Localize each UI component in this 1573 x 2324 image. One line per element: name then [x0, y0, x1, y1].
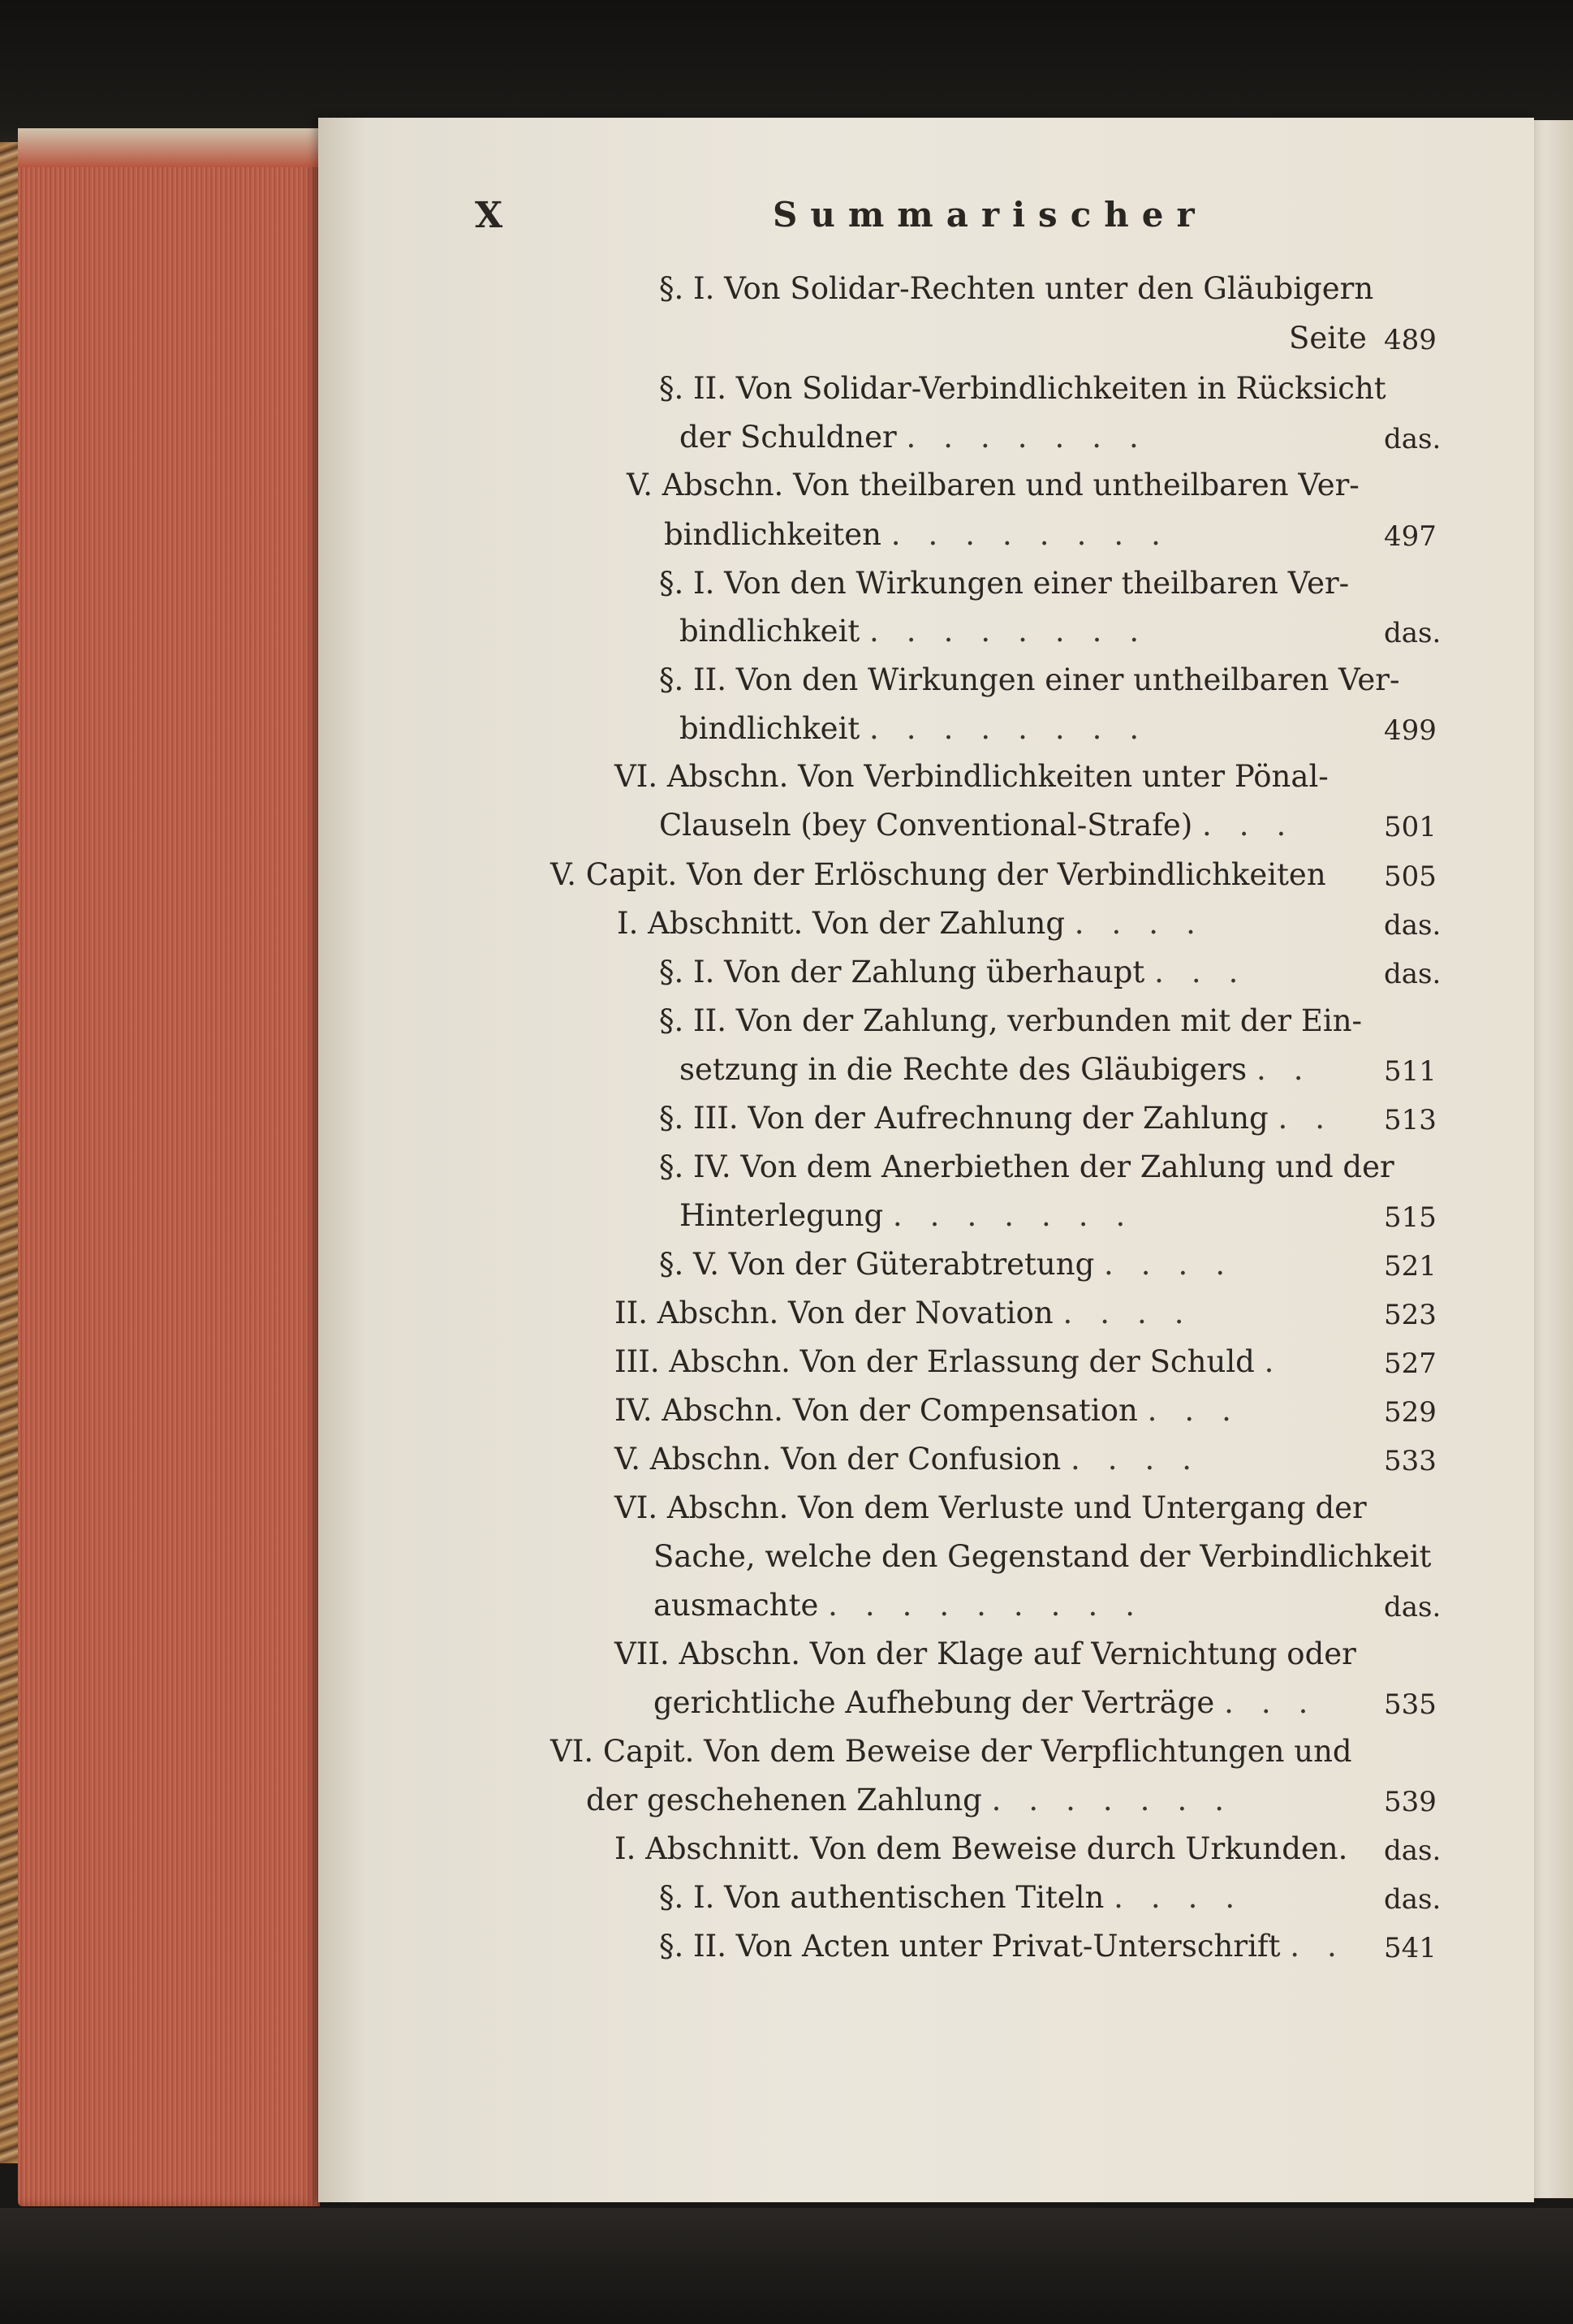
toc-entry-text: §. II. Von Acten unter Privat-Unterschrift .. — [659, 1929, 1364, 1964]
toc-page-number: das. — [1384, 1835, 1442, 1867]
toc-page-number: 521 — [1384, 1250, 1437, 1283]
toc-entry-text: Clauseln (bey Conventional-Strafe) ... — [659, 808, 1314, 843]
toc-entry-text: VI. Abschn. Von Verbindlichkeiten unter Pönal- — [614, 759, 1329, 794]
toc-entry-text: Sache, welche den Gegenstand der Verbindlichkeit — [653, 1539, 1432, 1574]
toc-entry-text: setzung in die Rechte des Gläubigers .. — [679, 1052, 1331, 1087]
toc-page-number: das. — [1384, 909, 1442, 942]
toc-page-number: 489 — [1384, 324, 1437, 356]
toc-page-number: 533 — [1384, 1445, 1437, 1477]
toc-entry-text: bindlichkeit ........ — [679, 711, 1167, 746]
toc-entry-text: §. III. Von der Aufrechnung der Zahlung .. — [659, 1101, 1353, 1136]
toc-entry-text: §. I. Von der Zahlung überhaupt ... — [659, 955, 1266, 990]
toc-entry-text: III. Abschn. Von der Erlassung der Schuld . — [614, 1344, 1302, 1379]
toc-page-number: 497 — [1384, 520, 1437, 553]
page-content — [318, 118, 1534, 2202]
toc-entry-text: VI. Capit. Von dem Beweise der Verpflichtungen und — [550, 1734, 1352, 1769]
toc-entry-text: §. I. Von authentischen Titeln .... — [659, 1880, 1263, 1915]
toc-page-number: das. — [1384, 958, 1442, 990]
page-stack-top — [18, 128, 320, 167]
toc-entry-text: der geschehenen Zahlung ....... — [586, 1783, 1252, 1817]
toc-page-number: das. — [1384, 423, 1442, 455]
page-stack-edge — [18, 128, 320, 2206]
toc-entry-text: IV. Abschn. Von der Compensation ... — [614, 1393, 1259, 1428]
toc-page-number: 501 — [1384, 811, 1437, 843]
toc-page-number: das. — [1384, 1883, 1442, 1916]
toc-page-number: 511 — [1384, 1055, 1437, 1088]
toc-page-number: 539 — [1384, 1786, 1437, 1818]
book-page — [318, 118, 1534, 2202]
toc-page-number: 505 — [1384, 860, 1437, 893]
toc-entry-text: Seite — [1289, 321, 1367, 356]
toc-page-number: 523 — [1384, 1299, 1437, 1331]
toc-entry-text: I. Abschnitt. Von dem Beweise durch Urkunden. — [614, 1831, 1348, 1866]
toc-entry-text: §. II. Von Solidar-Verbindlichkeiten in Rücksicht — [659, 371, 1386, 406]
toc-entry-text: bindlichkeiten ........ — [664, 517, 1188, 552]
toc-page-number: 515 — [1384, 1201, 1437, 1234]
toc-entry-text: §. V. Von der Güterabtretung .... — [659, 1247, 1253, 1282]
toc-page-number: 499 — [1384, 714, 1437, 747]
toc-entry-text: I. Abschnitt. Von der Zahlung .... — [617, 906, 1223, 941]
bottom-shadow — [0, 2208, 1573, 2324]
toc-entry-text: der Schuldner ....... — [679, 420, 1166, 455]
toc-page-number: 529 — [1384, 1396, 1437, 1429]
toc-entry-text: §. I. Von Solidar-Rechten unter den Gläubigern — [659, 271, 1374, 306]
toc-entry-text: II. Abschn. Von der Novation .... — [614, 1296, 1212, 1330]
toc-entry-text: V. Capit. Von der Erlöschung der Verbindlichkeiten — [550, 857, 1326, 892]
toc-entry-text: VII. Abschn. Von der Klage auf Vernichtung oder — [614, 1636, 1356, 1671]
toc-page-number: 513 — [1384, 1104, 1437, 1136]
page-folio: X — [475, 195, 503, 236]
toc-entry-text: ausmachte ......... — [653, 1588, 1162, 1623]
toc-entry-text: §. I. Von den Wirkungen einer theilbaren Ver- — [659, 566, 1350, 601]
toc-page-number: das. — [1384, 617, 1442, 649]
toc-entry-text: Hinterlegung ....... — [679, 1198, 1153, 1233]
toc-entry-text: VI. Abschn. Von dem Verluste und Untergang der — [614, 1490, 1367, 1525]
toc-entry-text: §. IV. Von dem Anerbiethen der Zahlung und der — [659, 1149, 1394, 1184]
toc-entry-text: bindlichkeit ........ — [679, 614, 1167, 649]
toc-page-number: 541 — [1384, 1932, 1437, 1964]
toc-entry-text: gerichtliche Aufhebung der Verträge ... — [653, 1685, 1336, 1720]
toc-entry-text: §. II. Von den Wirkungen einer untheilbaren Ver- — [659, 662, 1400, 697]
toc-entry-text: V. Abschn. Von theilbaren und untheilbaren Ver- — [627, 468, 1360, 502]
toc-page-number: 535 — [1384, 1688, 1437, 1721]
running-title: Summarischer — [773, 195, 1208, 235]
toc-entry-text: V. Abschn. Von der Confusion .... — [614, 1442, 1219, 1477]
toc-page-number: 527 — [1384, 1347, 1437, 1380]
toc-page-number: das. — [1384, 1591, 1442, 1623]
toc-entry-text: §. II. Von der Zahlung, verbunden mit der Ein- — [659, 1003, 1363, 1038]
